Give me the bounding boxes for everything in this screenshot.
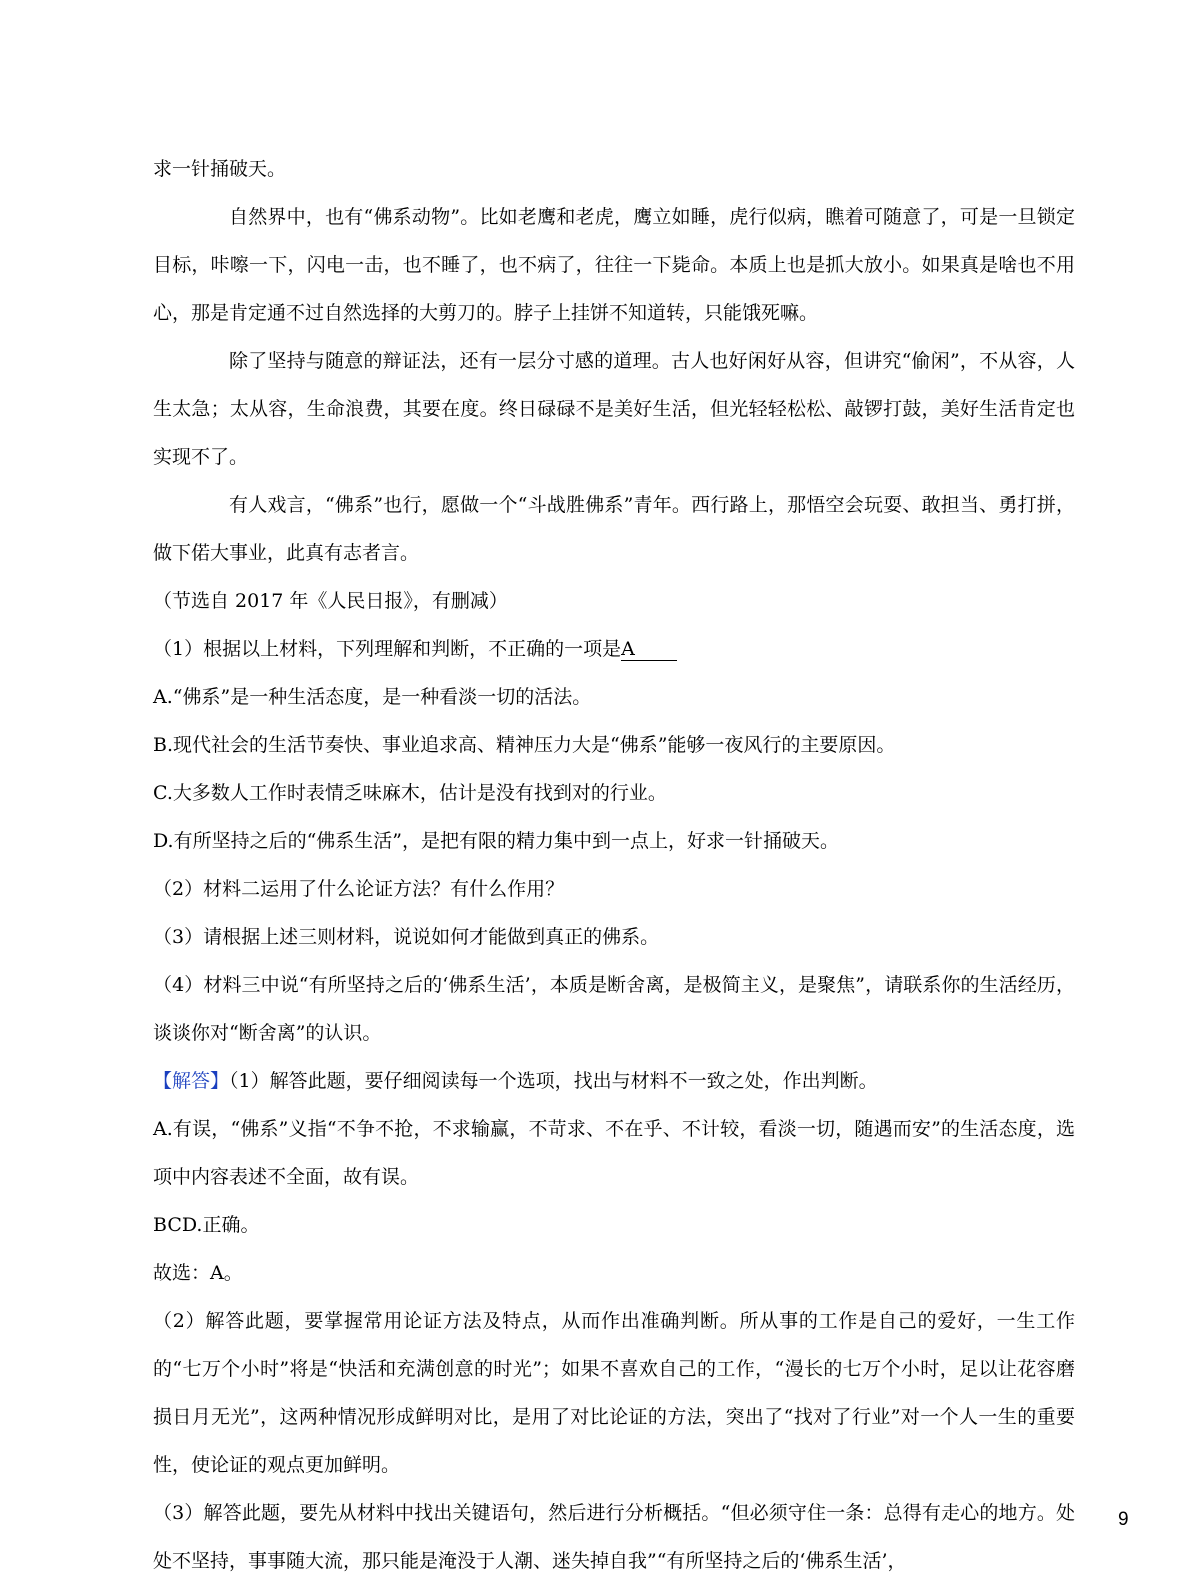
question-2: （2）材料二运用了什么论证方法？有什么作用？ <box>153 878 565 900</box>
option-b: B.现代社会的生活节奏快、事业追求高、精神压力大是“佛系”能够一夜风行的主要原因。 <box>153 734 896 756</box>
page-number: 9 <box>1118 1509 1129 1530</box>
answer-1-bcd: BCD.正确。 <box>153 1214 260 1236</box>
answer-2: （2）解答此题，要掌握常用论证方法及特点，从而作出准确判断。所从事的工作是自己的爱好，一生工作的“七万个小时”将是“快活和充满创意的时光”；如果不喜欢自己的工作，“漫长的七万个小时，足以让花容磨损日月无光”，这两种情况形成鲜明对比，是用了对比论证的方法，突出了“找对了行业”对一个人一生的重要性，使论证的观点更加鲜明。 <box>153 1310 1075 1476</box>
answer-blank: A <box>621 638 677 661</box>
answer-1-option-a: A.有误，“佛系”义指“不争不抢，不求输赢，不苛求、不在乎、不计较，看淡一切，随遇而安”的生活态度，选项中内容表述不全面，故有误。 <box>153 1118 1075 1188</box>
option-a: A.“佛系”是一种生活态度，是一种看淡一切的活法。 <box>153 686 592 708</box>
answer-1-text: （1）解答此题，要仔细阅读每一个选项，找出与材料不一致之处，作出判断。 <box>229 1070 878 1092</box>
passage-paragraph: 除了坚持与随意的辩证法，还有一层分寸感的道理。古人也好闲好从容，但讲究“偷闲”，不从容，人生太急；太从容，生命浪费，其要在度。终日碌碌不是美好生活，但光轻轻松松、敲锣打鼓，美好生活肯定也实现不了。 <box>153 350 1075 468</box>
passage-paragraph: 自然界中，也有“佛系动物”。比如老鹰和老虎，鹰立如睡，虎行似病，瞧着可随意了，可是一旦锁定目标，咔嚓一下，闪电一击，也不睡了，也不病了，往往一下毙命。本质上也是抓大放小。如果真是啥也不用心，那是肯定通不过自然选择的大剪刀的。脖子上挂饼不知道转，只能饿死嘛。 <box>153 206 1075 324</box>
question-1 <box>153 625 1075 673</box>
answer-1 <box>153 1057 1075 1105</box>
question-1-stem: （1）根据以上材料，下列理解和判断，不正确的一项是 <box>153 638 622 660</box>
option-c: C.大多数人工作时表情乏味麻木，估计是没有找到对的行业。 <box>153 782 667 804</box>
passage-paragraph: 有人戏言，“佛系”也行，愿做一个“斗战胜佛系”青年。西行路上，那悟空会玩耍、敢担当、勇打拼，做下偌大事业，此真有志者言。 <box>153 494 1075 564</box>
document-body <box>153 145 1075 1585</box>
source-citation: （节选自 2017 年《人民日报》，有删减） <box>153 590 508 612</box>
answer-tag: 【解答】 <box>153 1070 230 1092</box>
passage-paragraph: 求一针捅破天。 <box>153 158 287 180</box>
answer-1-selection: 故选：A。 <box>153 1262 243 1284</box>
answer-3: （3）解答此题，要先从材料中找出关键语句，然后进行分析概括。“但必须守住一条：总得有走心的地方。处处不坚持，事事随大流，那只能是淹没于人潮、迷失掉自我”“有所坚持之后的‘佛系生活’， <box>153 1502 1075 1572</box>
question-3: （3）请根据上述三则材料，说说如何才能做到真正的佛系。 <box>153 926 660 948</box>
option-d: D.有所坚持之后的“佛系生活”，是把有限的精力集中到一点上，好求一针捅破天。 <box>153 830 840 852</box>
question-4: （4）材料三中说“有所坚持之后的‘佛系生活’，本质是断舍离，是极简主义，是聚焦”，请联系你的生活经历，谈谈你对“断舍离”的认识。 <box>153 974 1075 1044</box>
